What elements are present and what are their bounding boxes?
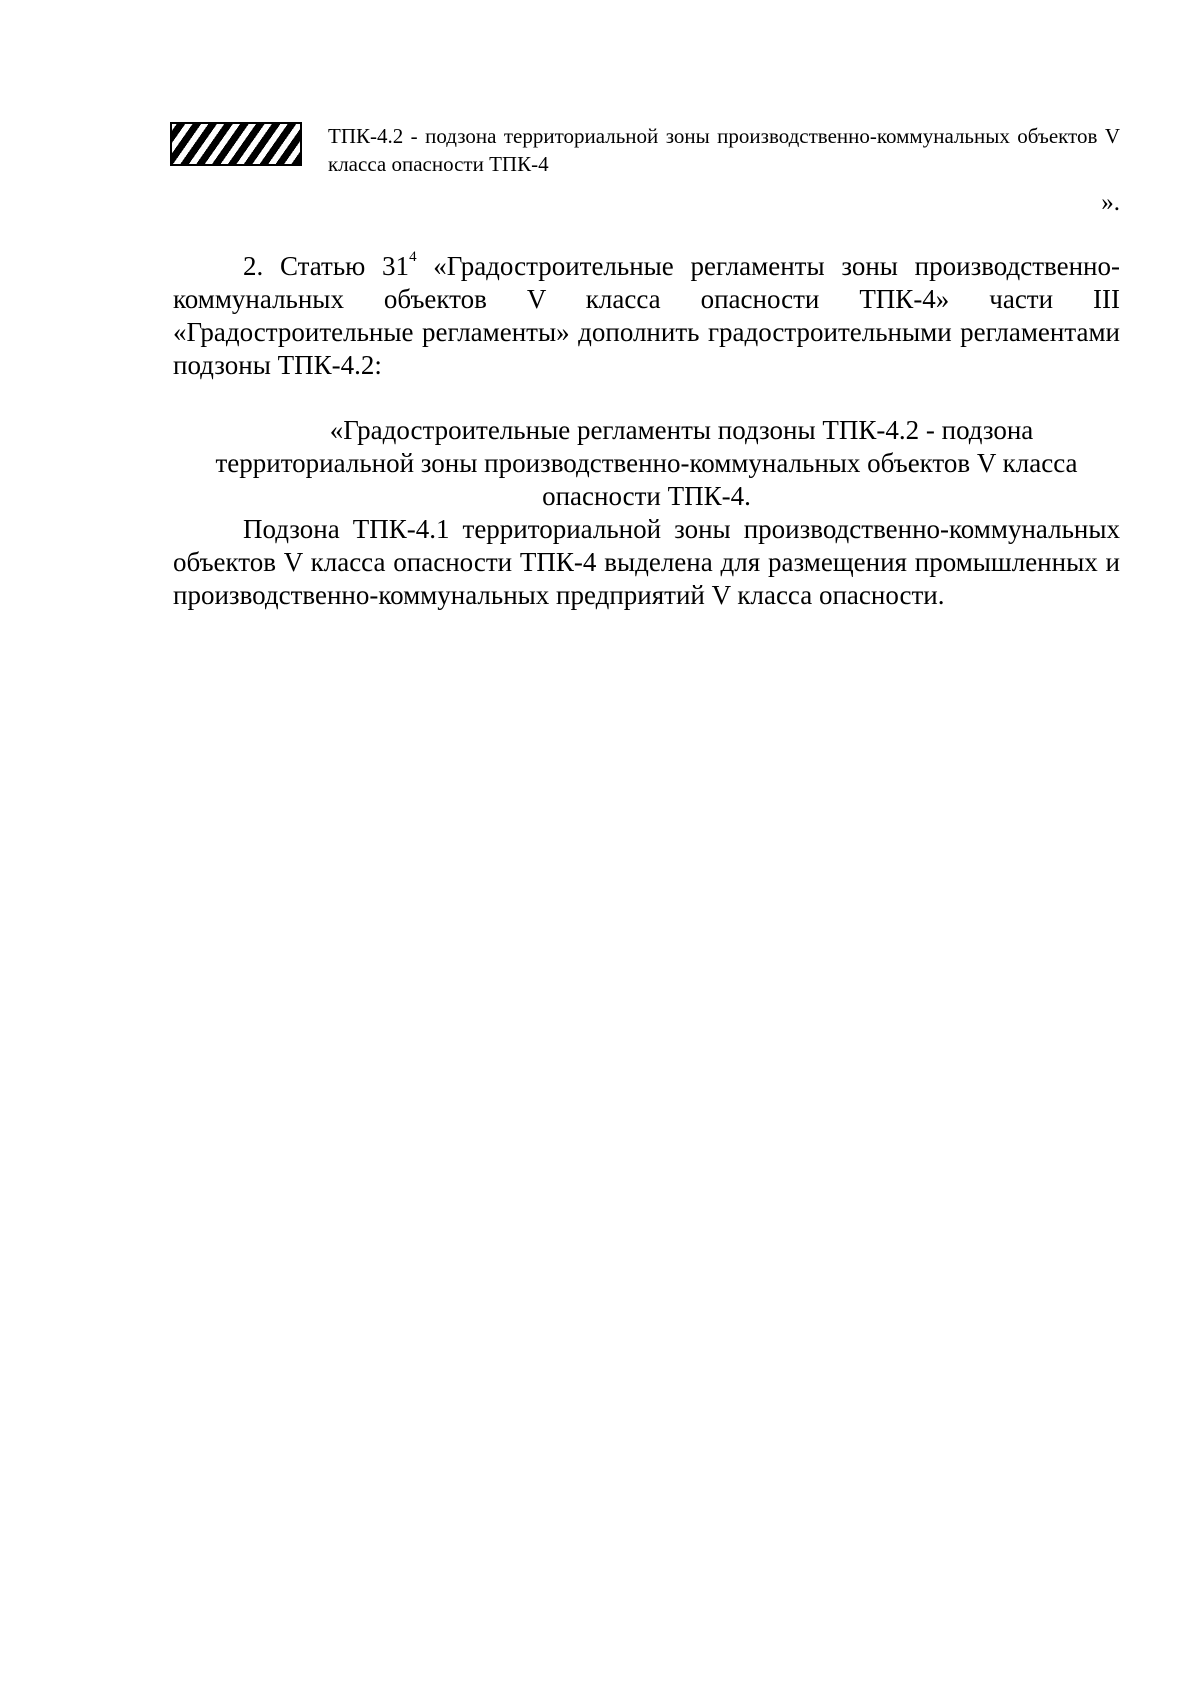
article-number-superscript: 4: [409, 249, 417, 265]
legend-row: [170, 122, 1120, 178]
regulations-heading: [173, 414, 1120, 513]
paragraph-1-rest: «Градостроительные регламенты зоны производственно-коммунальных объектов V класса опасности ТПК-4» части III «Градостроительные регламенты» дополнить градостроительными регламентами подзоны ТПК-4.2:: [173, 251, 1121, 380]
legend-closing-quote: ».: [1101, 189, 1120, 216]
document-body: [173, 250, 1120, 612]
legend-text: ТПК-4.2 - подзона территориальной зоны производственно-коммунальных объектов V класса опасности ТПК-4: [328, 124, 1120, 176]
article-paragraph-2: Подзона ТПК-4.1 территориальной зоны производственно-коммунальных объектов V класса опасности ТПК-4 выделена для размещения промышленных и производственно-коммунальных предприятий V класса опасности.: [173, 514, 1120, 610]
article-paragraph-1: [173, 250, 1120, 382]
paragraph-1-lead: 2. Статью 31: [243, 251, 410, 281]
regulations-heading-text: «Градостроительные регламенты подзоны ТПК-4.2 - подзона территориальной зоны производственно-коммунальных объектов V класса опасности ТПК-4.: [215, 415, 1078, 511]
diagonal-hatch-swatch-icon: [170, 122, 302, 166]
